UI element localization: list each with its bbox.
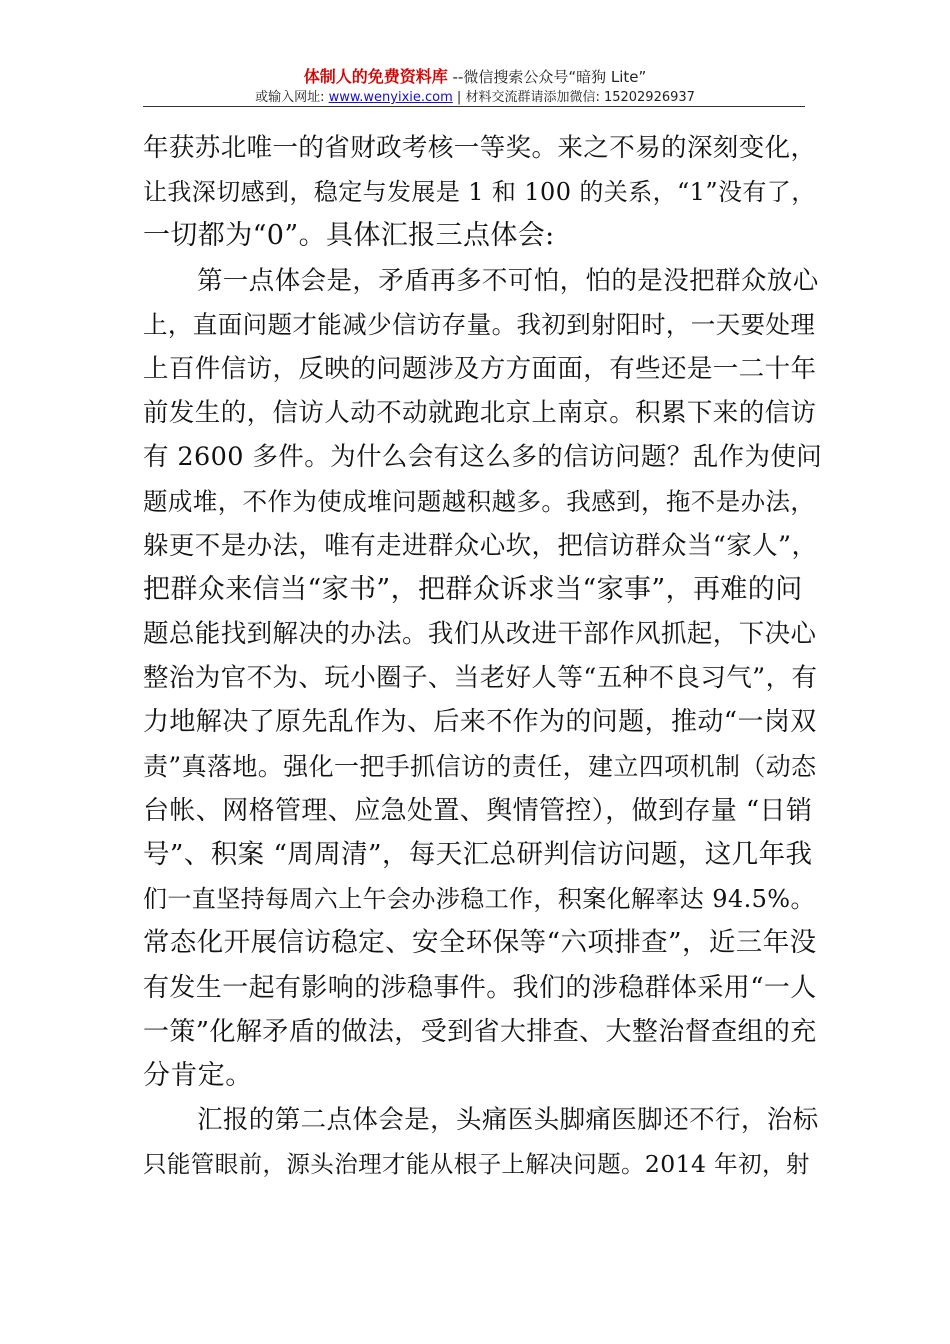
text-line: 躲更不是办法，唯有走进群众心坎，把信访群众当“家人”， (143, 530, 818, 561)
document-body (143, 126, 823, 1187)
text-line: 们一直坚持每周六上午会办涉稳工作，积案化解率达 94.5%。 (143, 885, 815, 914)
paragraph-start-line: 汇报的第二点体会是，头痛医头脚痛医脚还不行，治标 (197, 1105, 819, 1136)
header-url-prefix: 或输入网址: (255, 90, 329, 105)
text-line: 年获苏北唯一的省财政考核一等奖。来之不易的深刻变化， (143, 133, 817, 163)
text-line: 前发生的，信访人动不动就跑北京上南京。积累下来的信访 (143, 398, 817, 429)
page-header (0, 66, 950, 108)
text-line: 题成堆，不作为使成堆问题越积越多。我感到，拖不是办法， (143, 486, 816, 516)
text-line: 把群众来信当“家书”，把群众诉求当“家事”，再难的问 (143, 573, 803, 605)
text-line: 一策”化解矛盾的做法，受到省大排查、大整治督查组的充 (143, 1016, 817, 1047)
text-line: 有 2600 多件。为什么会有这么多的信访问题？乱作为使问 (143, 442, 823, 473)
text-line: 题总能找到解决的办法。我们从改进干部作风抓起，下决心 (143, 619, 817, 650)
text-line: 让我深切感到，稳定与发展是 1 和 100 的关系，“1”没有了， (143, 178, 816, 207)
header-brand: 体制人的免费资料库 (303, 67, 448, 86)
header-website-link[interactable]: www.wenyixie.com (328, 90, 453, 105)
text-line: 号”、积案 “周周清”，每天汇总研判信访问题，这几年我 (143, 839, 813, 870)
header-tagline: --微信搜索公众号“暗狗 Lite” (447, 68, 647, 86)
text-line: 常态化开展信访稳定、安全环保等“六项排查”，近三年没 (143, 927, 817, 959)
header-contact-line (0, 88, 950, 108)
text-line: 整治为官不为、玩小圈子、当老好人等“五种不良习气”，有 (143, 663, 818, 694)
text-line: 分肯定。 (143, 1059, 253, 1091)
text-line: 只能管眼前，源头治理才能从根子上解决问题。2014 年初，射 (143, 1150, 810, 1179)
text-line: 一切都为“0”。具体汇报三点体会: (143, 220, 555, 252)
text-line: 上，直面问题才能减少信访存量。我初到射阳时，一天要处理 (143, 309, 816, 339)
text-line: 上百件信访，反映的问题涉及方方面面，有些还是一二十年 (143, 353, 817, 384)
text-line: 力地解决了原先乱作为、后来不作为的问题，推动“一岗双 (143, 707, 817, 738)
text-line: 有发生一起有影响的涉稳事件。我们的涉稳群体采用“一人 (143, 972, 817, 1003)
header-contact-suffix: | 材料交流群请添加微信: 15202926937 (452, 90, 695, 105)
text-line: 台帐、网格管理、应急处置、舆情管控），做到存量 “日销 (143, 795, 813, 826)
paragraph-start-line: 第一点体会是，矛盾再多不可怕，怕的是没把群众放心 (197, 265, 819, 296)
header-divider (143, 106, 805, 107)
header-title-line (0, 66, 950, 88)
text-line: 责”真落地。强化一把手抓信访的责任，建立四项机制（动态 (143, 751, 817, 781)
